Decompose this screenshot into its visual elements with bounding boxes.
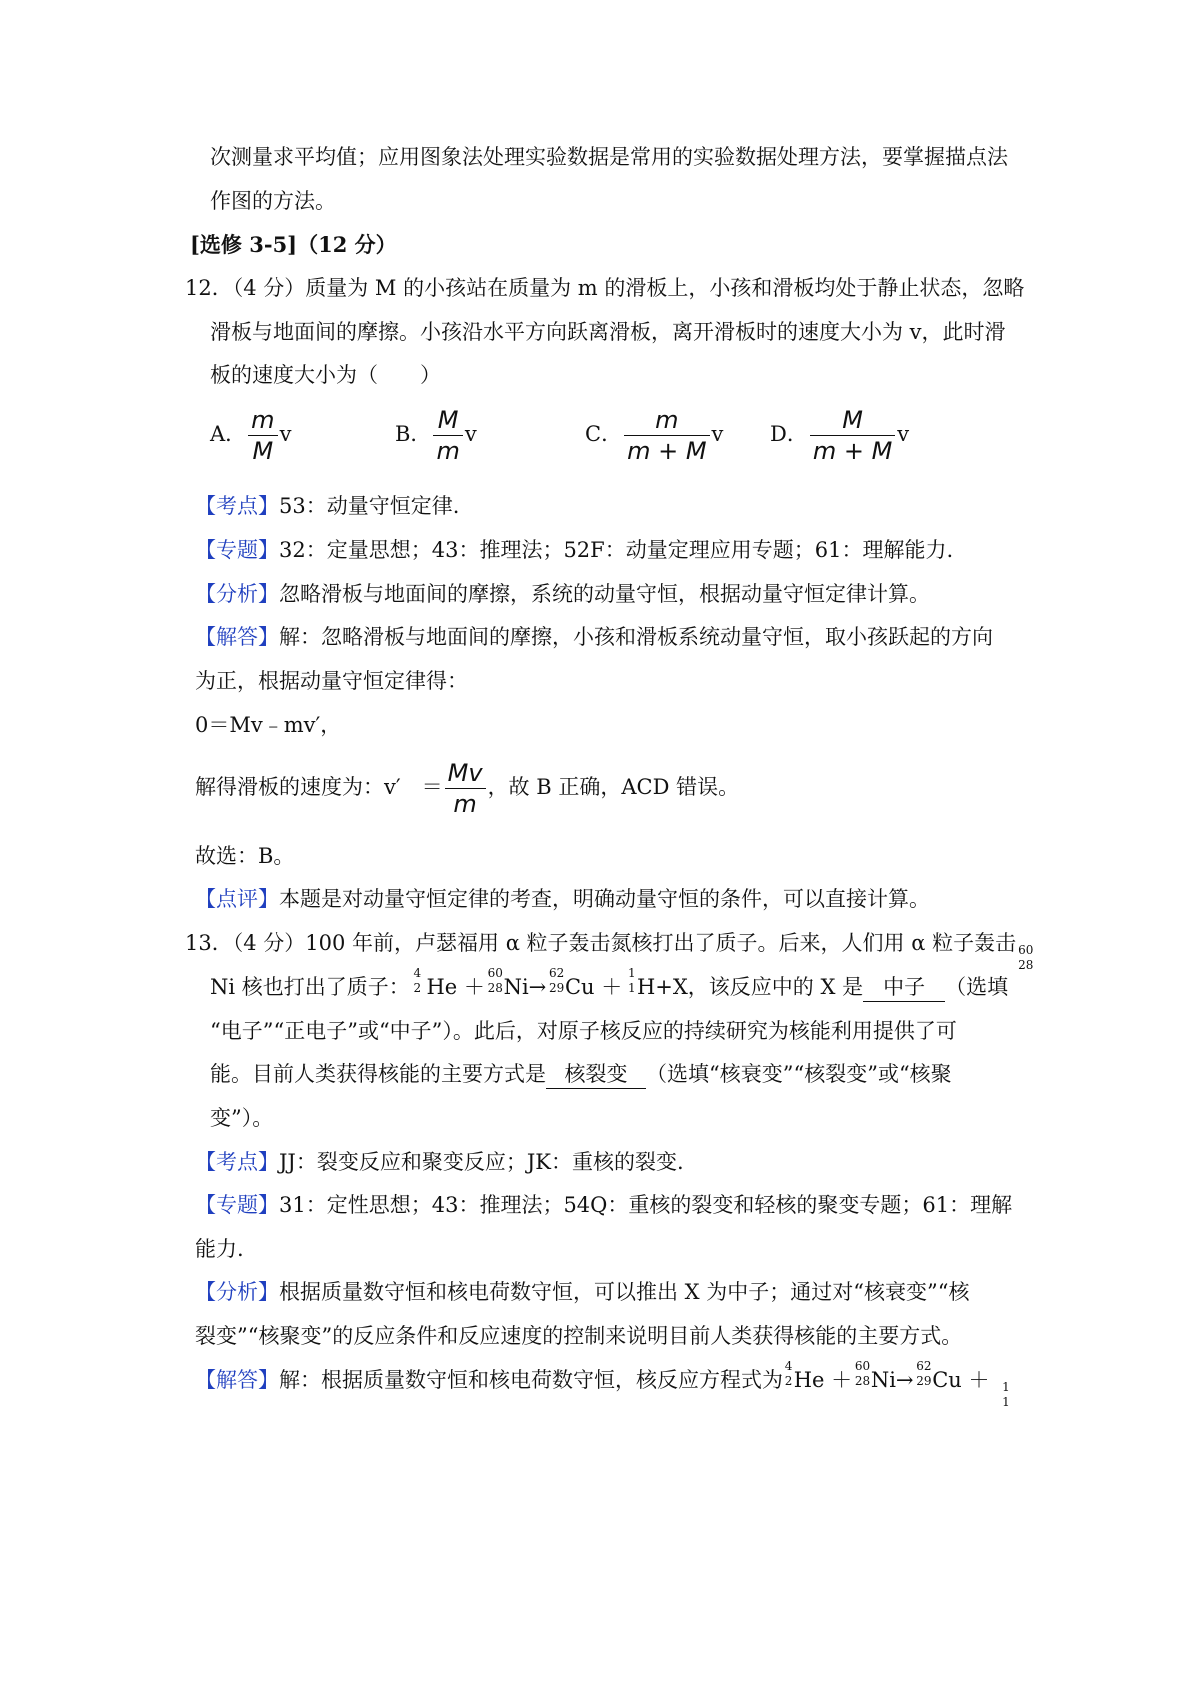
fraction [433, 405, 462, 466]
kaodian-line [195, 1148, 684, 1176]
section-heading: [选修 3-5]（12 分） [190, 232, 397, 257]
fenxi-line [195, 580, 930, 608]
atomic-number: 29 [548, 981, 565, 995]
equation-text: H+X，该反应中的 X 是 [636, 975, 864, 999]
numerator: M [810, 405, 895, 436]
plus-sign: ＋ [463, 975, 485, 999]
zhuanti-text: 31：定性思想；43：推理法；54Q：重核的裂变和轻核的聚变专题；61：理解 [279, 1193, 1013, 1217]
nuclide-he [413, 966, 458, 1001]
element-symbol: He [793, 1368, 825, 1392]
equation-text: 解得滑板的速度为：v′ ＝ [195, 775, 443, 799]
fraction [810, 405, 895, 466]
answer-blank: 中子 [863, 973, 945, 1002]
option-suffix: v [711, 422, 724, 446]
plus-sign: ＋ [601, 975, 623, 999]
option-label: B． [395, 422, 432, 446]
nuclide-ni [854, 1359, 914, 1394]
nuclide-h [627, 966, 864, 1001]
element-symbol: Cu [564, 975, 595, 999]
zhuanti-text: 32：定量思想；43：推理法；52F：动量定理应用专题；61：理解能力. [279, 538, 954, 562]
atomic-number: 28 [854, 1374, 871, 1388]
numerator: Mv [445, 758, 486, 789]
denominator: m [453, 790, 477, 818]
fenxi-text: 根据质量数守恒和核电荷数守恒，可以推出 X 为中子；通过对“核衰变”“核 [279, 1280, 970, 1304]
zhuanti-line [195, 1191, 1012, 1219]
mass-number: 60 [854, 1359, 871, 1373]
answer-blank: 核裂变 [546, 1060, 646, 1089]
question-13-stem [185, 929, 1034, 972]
stem-text: 13．（4 分）100 年前，卢瑟福用 α 粒子轰击氮核打出了质子。后来，人们用 α 粒子轰击 [185, 931, 1017, 955]
fenxi-tag: 【分析】 [195, 1280, 279, 1304]
atomic-number: 1 [1002, 1395, 1010, 1409]
kaodian-text: 53：动量守恒定律. [279, 494, 460, 518]
zhuanti-tag: 【专题】 [195, 1193, 279, 1217]
numerator: M [433, 405, 462, 436]
option-suffix: v [897, 422, 910, 446]
question-13-stem [210, 1060, 952, 1089]
atomic-number: 28 [1018, 958, 1034, 972]
option-suffix: v [464, 422, 477, 446]
fenxi-tag: 【分析】 [195, 582, 279, 606]
dianping-tag: 【点评】 [195, 887, 279, 911]
kaodian-text: JJ：裂变反应和聚变反应；JK：重核的裂变. [279, 1150, 684, 1174]
nuclide-he [784, 1359, 825, 1394]
element-symbol: He [426, 975, 458, 999]
mass-number: 62 [548, 966, 565, 980]
option-label: C． [585, 422, 623, 446]
denominator: M [252, 437, 274, 465]
option-c [585, 405, 723, 466]
stem-text: Ni 核也打出了质子： [210, 975, 410, 999]
jieda-line: 为正，根据动量守恒定律得： [195, 669, 468, 693]
denominator: m + M [627, 437, 707, 465]
zhuanti-line: 能力. [195, 1237, 244, 1261]
atomic-number: 2 [413, 981, 422, 995]
zhuanti-tag: 【专题】 [195, 538, 279, 562]
stem-text: （选填 [945, 975, 1009, 999]
stem-text: （选填“核衰变”“核裂变”或“核聚 [646, 1062, 952, 1086]
jieda-line [195, 623, 993, 651]
plus-sign: ＋ [968, 1368, 990, 1392]
element-symbol: Cu [932, 1368, 962, 1392]
jieda-text: 解：忽略滑板与地面间的摩擦，小孩和滑板系统动量守恒，取小孩跃起的方向 [279, 625, 993, 649]
denominator: m [436, 437, 460, 465]
option-a [210, 405, 291, 466]
dianping-line [195, 885, 930, 913]
zhuanti-line [195, 536, 953, 564]
jieda-line [195, 1359, 1012, 1409]
fraction [248, 405, 277, 466]
fraction [445, 758, 486, 819]
numerator: m [248, 405, 277, 436]
equation-line [195, 752, 739, 822]
fenxi-text: 忽略滑板与地面间的摩擦，系统的动量守恒，根据动量守恒定律计算。 [279, 582, 930, 606]
fenxi-line: 裂变”“核聚变”的反应条件和反应速度的控制来说明目前人类获得核能的主要方式。 [195, 1324, 963, 1348]
equation-text: ，故 B 正确，ACD 错误。 [487, 775, 740, 799]
question-12-stem: 12．（4 分）质量为 M 的小孩站在质量为 m 的滑板上，小孩和滑板均处于静止状态，忽略 [185, 276, 1025, 300]
option-b [395, 405, 477, 466]
mass-number: 60 [1018, 943, 1034, 957]
question-13-stem: 变”）。 [210, 1106, 274, 1130]
jieda-tag: 【解答】 [195, 1368, 279, 1392]
nuclide-cu [548, 966, 595, 1001]
question-13-stem [210, 966, 1009, 1002]
atomic-number: 2 [784, 1374, 793, 1388]
jieda-text: 解：根据质量数守恒和核电荷数守恒，核反应方程式为 [279, 1368, 783, 1392]
text-line: 作图的方法。 [210, 189, 336, 213]
option-suffix: v [279, 422, 292, 446]
mass-number: 60 [487, 966, 503, 980]
fenxi-line [195, 1278, 970, 1306]
plus-sign: ＋ [831, 1368, 853, 1392]
question-12-stem: 板的速度大小为（ ） [210, 363, 441, 387]
option-d [770, 405, 909, 466]
question-12-stem: 滑板与地面间的摩擦。小孩沿水平方向跃离滑板，离开滑板时的速度大小为 v，此时滑 [210, 320, 1006, 344]
denominator: m + M [812, 437, 893, 465]
kaodian-tag: 【考点】 [195, 1150, 279, 1174]
numerator: m [624, 405, 709, 436]
dianping-text: 本题是对动量守恒定律的考查，明确动量守恒的条件，可以直接计算。 [279, 887, 930, 911]
jieda-tag: 【解答】 [195, 625, 279, 649]
text-line: 次测量求平均值；应用图象法处理实验数据是常用的实验数据处理方法，要掌握描点法 [210, 145, 1008, 169]
kaodian-line [195, 492, 459, 520]
equation-line: 0＝Mv﹣mv′， [195, 713, 342, 737]
mass-number: 1 [1002, 1380, 1010, 1394]
nuclide-ni [487, 966, 547, 1001]
atomic-number: 1 [627, 981, 636, 995]
element-symbol: Ni→ [870, 1368, 914, 1392]
stem-text: 能。目前人类获得核能的主要方式是 [210, 1062, 546, 1086]
mass-number: 4 [784, 1359, 793, 1373]
atomic-number: 29 [916, 1374, 932, 1388]
atomic-number: 28 [487, 981, 503, 995]
question-13-stem: “电子”“正电子”或“中子”）。此后，对原子核反应的持续研究为核能利用提供了可 [210, 1019, 957, 1043]
mass-number: 4 [413, 966, 422, 980]
mass-number: 1 [627, 966, 636, 980]
nuclide-cu [916, 1359, 962, 1394]
element-symbol: Ni→ [503, 975, 547, 999]
answer-line: 故选：B。 [195, 844, 295, 868]
option-label: D． [770, 422, 808, 446]
option-label: A． [210, 422, 247, 446]
fraction [624, 405, 709, 466]
mass-number: 62 [916, 1359, 932, 1373]
kaodian-tag: 【考点】 [195, 494, 279, 518]
